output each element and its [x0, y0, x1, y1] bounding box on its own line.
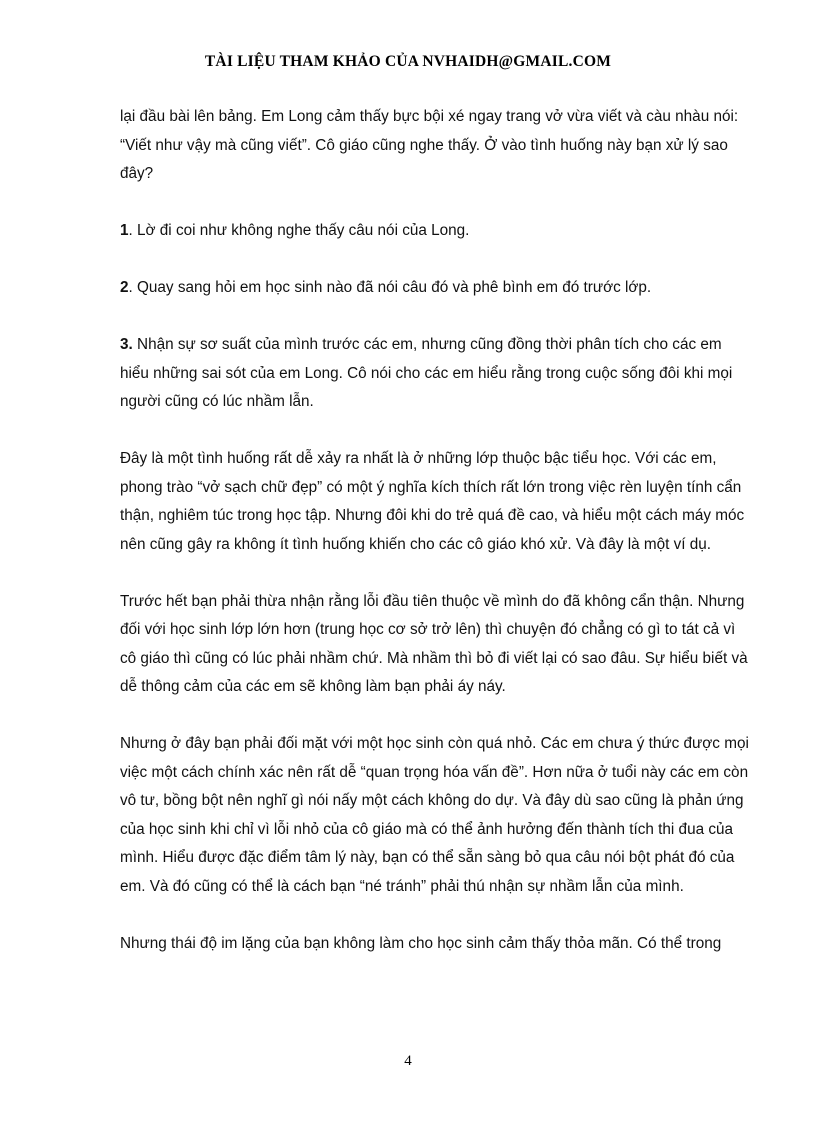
option-number: 1: [120, 222, 129, 239]
option-1: 1. Lờ đi coi như không nghe thấy câu nói của Long.: [120, 222, 470, 239]
paragraph: Đây là một tình huống rất dễ xảy ra nhất là ở những lớp thuộc bậc tiểu học. Với các em, phong trào “vở sạch chữ đẹp” có một ý nghĩa kích thích rất lớn trong việc rèn luyện tính cẩn thận, nghiêm túc trong học tập. Nhưng đôi khi do trẻ quá đề cao, và hiểu một cách máy móc nên cũng gây ra không ít tình huống khiến cho các cô giáo khó xử. Và đây là một ví dụ.: [120, 450, 745, 553]
option-3: 3. Nhận sự sơ suất của mình trước các em, nhưng cũng đồng thời phân tích cho các em hiểu những sai sót của em Long. Cô nói cho các em hiểu rằng trong cuộc sống đôi khi mọi người cũng có lúc nhầm lẫn.: [120, 336, 733, 410]
paragraph: Nhưng thái độ im lặng của bạn không làm cho học sinh cảm thấy thỏa mãn. Có thể trong: [120, 934, 722, 952]
body-text: [120, 103, 752, 987]
paragraph: Nhưng ở đây bạn phải đối mặt với một học sinh còn quá nhỏ. Các em chưa ý thức được mọi việc một cách chính xác nên rất dễ “quan trọng hóa vấn đề”. Hơn nữa ở tuổi này các em còn vô tư, bồng bột nên nghĩ gì nói nấy một cách không do dự. Và đây dù sao cũng là phản ứng của học sinh khi chỉ vì lỗi nhỏ của cô giáo mà có thể ảnh hưởng đến thành tích thi đua của mình. Hiểu được đặc điểm tâm lý này, bạn có thể sẵn sàng bỏ qua câu nói bột phát đó của em. Và đó cũng có thể là cách bạn “né tránh” phải thú nhận sự nhầm lẫn của mình.: [120, 735, 749, 895]
paragraph: Trước hết bạn phải thừa nhận rằng lỗi đầu tiên thuộc về mình do đã không cẩn thận. Nhưng đối với học sinh lớp lớn hơn (trung học cơ sở trở lên) thì chuyện đó chẳng có gì to tát cả vì cô giáo thì cũng có lúc phải nhầm chứ. Mà nhầm thì bỏ đi viết lại có sao đâu. Sự hiểu biết và dễ thông cảm của các em sẽ không làm bạn phải áy náy.: [120, 592, 748, 695]
option-number: 2: [120, 279, 129, 296]
page-number: 4: [404, 1053, 412, 1069]
option-number: 3.: [120, 336, 133, 353]
page-header: TÀI LIỆU THAM KHẢO CỦA NVHAIDH@GMAIL.COM: [204, 53, 612, 70]
paragraph: lại đầu bài lên bảng. Em Long cảm thấy bực bội xé ngay trang vở vừa viết và càu nhàu nói: “Viết như vậy mà cũng viết”. Cô giáo cũng nghe thấy. Ở vào tình huống này bạn xử lý sao đây?: [120, 108, 739, 182]
option-2: 2. Quay sang hỏi em học sinh nào đã nói câu đó và phê bình em đó trước lớp.: [120, 279, 652, 296]
